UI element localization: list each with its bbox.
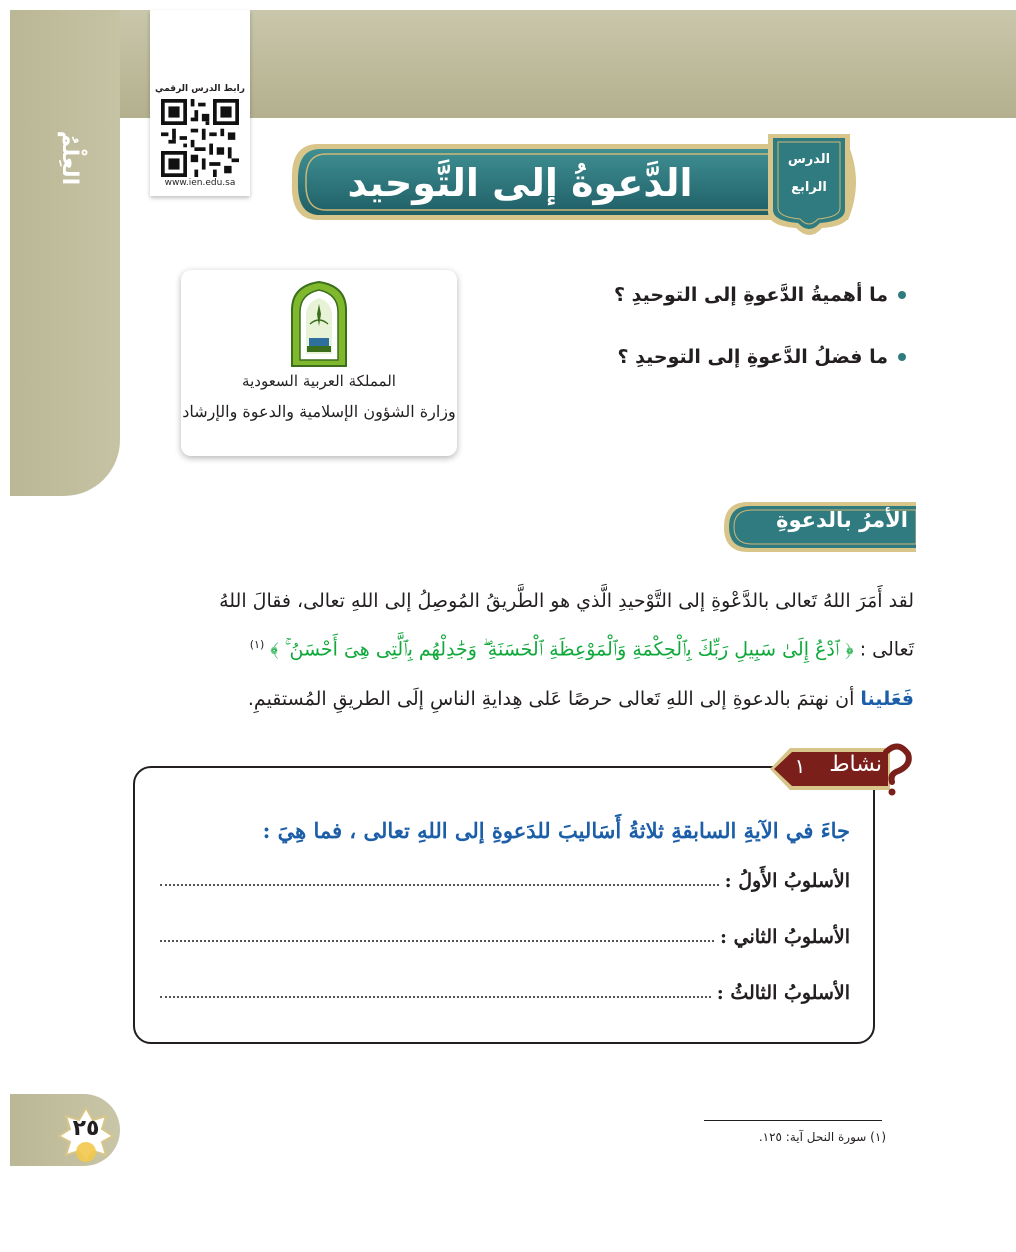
activity-question: جاءَ في الآيةِ السابقةِ ثلاثةُ أَسَاليبَ للدَعوةِ إلى اللهِ تعالى ، فما هِيَ : [262, 818, 850, 843]
activity-number: ١ [794, 754, 806, 778]
conclusion-lead: فَعَلينا [860, 688, 914, 710]
qr-url[interactable]: www.ien.edu.sa [164, 178, 236, 188]
section-heading: الأمرُ بالدعوةِ [776, 508, 908, 532]
answer-row [160, 926, 850, 948]
subject-label: العِلْمُ [57, 130, 83, 186]
paragraph-line [250, 638, 914, 660]
qr-title: رابط الدرس الرقمي [155, 84, 245, 94]
bullet-icon [898, 353, 906, 361]
paragraph-line [248, 688, 914, 710]
quran-verse: ﴿ ٱدْعُ إِلَىٰ سَبِيلِ رَبِّكَ بِٱلْحِكْمَةِ وَٱلْمَوْعِظَةِ ٱلْحَسَنَةِ ۖ وَجَٰدِلْهُم بِٱلَّتِى هِىَ أَحْسَنُ ۚ ﴾ [270, 638, 854, 661]
lesson-tag-number: الرابع [791, 180, 827, 195]
answer-line[interactable] [160, 995, 711, 998]
kingdom-name: المملكة العربية السعودية [242, 372, 396, 390]
bullet-icon [898, 291, 906, 299]
answer-label: الأسلوبُ الأَولُ : [724, 870, 850, 892]
question-item [618, 346, 906, 368]
qr-code-icon[interactable] [161, 99, 239, 177]
answer-line[interactable] [160, 939, 714, 942]
lesson-tag-word: الدرس [787, 152, 831, 167]
ministry-name: وزارة الشؤون الإسلامية والدعوة والإرشاد [182, 402, 456, 421]
question-text: ما أهميةُ الدَّعوةِ إلى التوحيدِ ؟ [613, 284, 888, 306]
footnote-divider [704, 1120, 882, 1121]
verse-reference: (١) [249, 638, 265, 651]
answer-line[interactable] [160, 883, 719, 886]
activity-title: نشاط [829, 752, 882, 777]
answer-row [160, 870, 850, 892]
answer-row [160, 982, 850, 1004]
footnote: (١) سورة النحل آية: ١٢٥. [758, 1130, 886, 1144]
conclusion-text: أن نهتمَ بالدعوةِ إلى اللهِ تَعالى حرصًا عَلى هِدايةِ الناسِ إلَى الطريقِ المُستقيمِ. [247, 688, 855, 710]
paragraph-line: لقد أَمَرَ اللهُ تَعالى بالدَّعْوةِ إلى التَّوْحيدِ الَّذي هو الطَّريقُ المُوصِلُ إلى اللهِ تعالى، فقالَ اللهُ [219, 590, 914, 612]
page-number: ٢٥ [72, 1116, 100, 1141]
side-band [10, 10, 120, 496]
mosque-arch-emblem-icon [290, 280, 348, 368]
lesson-title: الدَّعوةُ إلى التَّوحيد [347, 161, 693, 205]
answer-label: الأسلوبُ الثاني : [720, 926, 850, 948]
paragraph-prefix: تَعالى : [859, 638, 914, 661]
answer-label: الأسلوبُ الثالثُ : [716, 982, 850, 1004]
question-text: ما فضلُ الدَّعوةِ إلى التوحيدِ ؟ [617, 346, 888, 368]
question-item [614, 284, 906, 306]
